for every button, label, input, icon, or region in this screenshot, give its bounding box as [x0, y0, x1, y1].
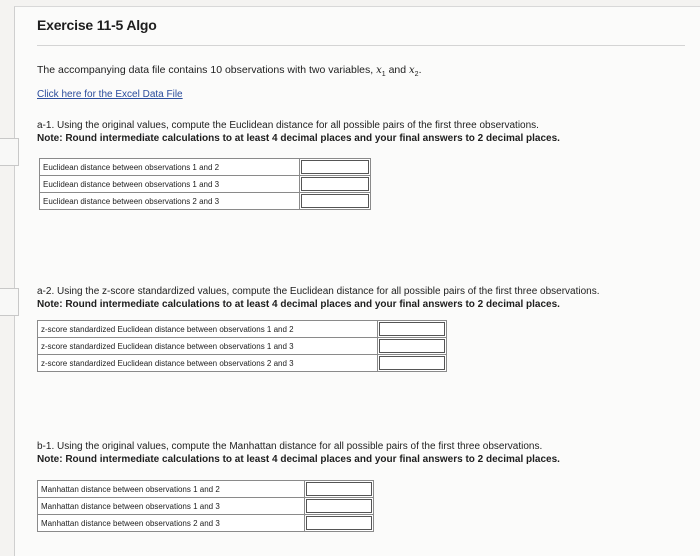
table-row — [40, 176, 371, 193]
row-label: Euclidean distance between observations 2 and 3 — [40, 193, 300, 210]
title-divider — [37, 45, 685, 46]
question-b1-note: Note: Round intermediate calculations to at least 4 decimal places and your final answers to 2 decimal places. — [37, 454, 560, 465]
answer-table-b1 — [37, 480, 374, 532]
row-label: Euclidean distance between observations 1 and 3 — [40, 176, 300, 193]
answer-input-a1-2-3[interactable] — [301, 194, 369, 208]
question-a1-prompt: a-1. Using the original values, compute the Euclidean distance for all possible pairs of the first three observations. — [37, 120, 539, 131]
answer-cell — [305, 481, 374, 498]
answer-table-a1 — [39, 158, 371, 210]
table-row — [38, 481, 374, 498]
answer-input-b1-1-2[interactable] — [306, 482, 372, 496]
side-tab-a2[interactable] — [0, 288, 19, 316]
answer-cell — [300, 176, 371, 193]
question-b1-prompt: b-1. Using the original values, compute the Manhattan distance for all possible pairs of the first three observations. — [37, 441, 543, 452]
table-row — [38, 321, 447, 338]
question-b1 — [37, 440, 560, 466]
side-tab-a1[interactable] — [0, 138, 19, 166]
question-a2-note: Note: Round intermediate calculations to at least 4 decimal places and your final answers to 2 decimal places. — [37, 299, 560, 310]
row-label: Euclidean distance between observations 1 and 2 — [40, 159, 300, 176]
table-row — [38, 515, 374, 532]
row-label: z-score standardized Euclidean distance between observations 1 and 2 — [38, 321, 378, 338]
row-label: z-score standardized Euclidean distance between observations 2 and 3 — [38, 355, 378, 372]
table-row — [40, 159, 371, 176]
row-label: Manhattan distance between observations 1 and 2 — [38, 481, 305, 498]
intro-text — [37, 64, 421, 78]
answer-cell — [300, 159, 371, 176]
intro-joiner: and — [385, 64, 410, 76]
answer-input-a2-2-3[interactable] — [379, 356, 445, 370]
var2-subscript: 2 — [414, 71, 419, 79]
answer-table-a2 — [37, 320, 447, 372]
table-row — [40, 193, 371, 210]
var2-symbol: x — [409, 65, 415, 76]
answer-input-a2-1-2[interactable] — [379, 322, 445, 336]
question-a2 — [37, 285, 600, 311]
excel-data-file-link[interactable]: Click here for the Excel Data File — [37, 89, 183, 100]
answer-input-a1-1-3[interactable] — [301, 177, 369, 191]
var1-symbol: x — [376, 65, 382, 76]
table-row — [38, 338, 447, 355]
intro-text-after: . — [418, 64, 422, 76]
answer-input-a1-1-2[interactable] — [301, 160, 369, 174]
question-a1-note: Note: Round intermediate calculations to at least 4 decimal places and your final answers to 2 decimal places. — [37, 133, 560, 144]
answer-input-b1-2-3[interactable] — [306, 516, 372, 530]
var1-subscript: 1 — [381, 71, 386, 79]
table-row — [38, 355, 447, 372]
answer-cell — [378, 321, 447, 338]
answer-input-a2-1-3[interactable] — [379, 339, 445, 353]
row-label: Manhattan distance between observations 1 and 3 — [38, 498, 305, 515]
row-label: z-score standardized Euclidean distance between observations 1 and 3 — [38, 338, 378, 355]
answer-input-b1-1-3[interactable] — [306, 499, 372, 513]
row-label: Manhattan distance between observations 2 and 3 — [38, 515, 305, 532]
intro-text-before: The accompanying data file contains 10 observations with two variables, — [37, 64, 377, 76]
exercise-page — [14, 6, 700, 556]
answer-cell — [378, 338, 447, 355]
table-row — [38, 498, 374, 515]
exercise-title: Exercise 11-5 Algo — [37, 17, 157, 33]
question-a2-prompt: a-2. Using the z-score standardized values, compute the Euclidean distance for all possible pairs of the first three observations. — [37, 286, 600, 297]
answer-cell — [305, 498, 374, 515]
answer-cell — [378, 355, 447, 372]
answer-cell — [300, 193, 371, 210]
answer-cell — [305, 515, 374, 532]
question-a1 — [37, 119, 560, 145]
